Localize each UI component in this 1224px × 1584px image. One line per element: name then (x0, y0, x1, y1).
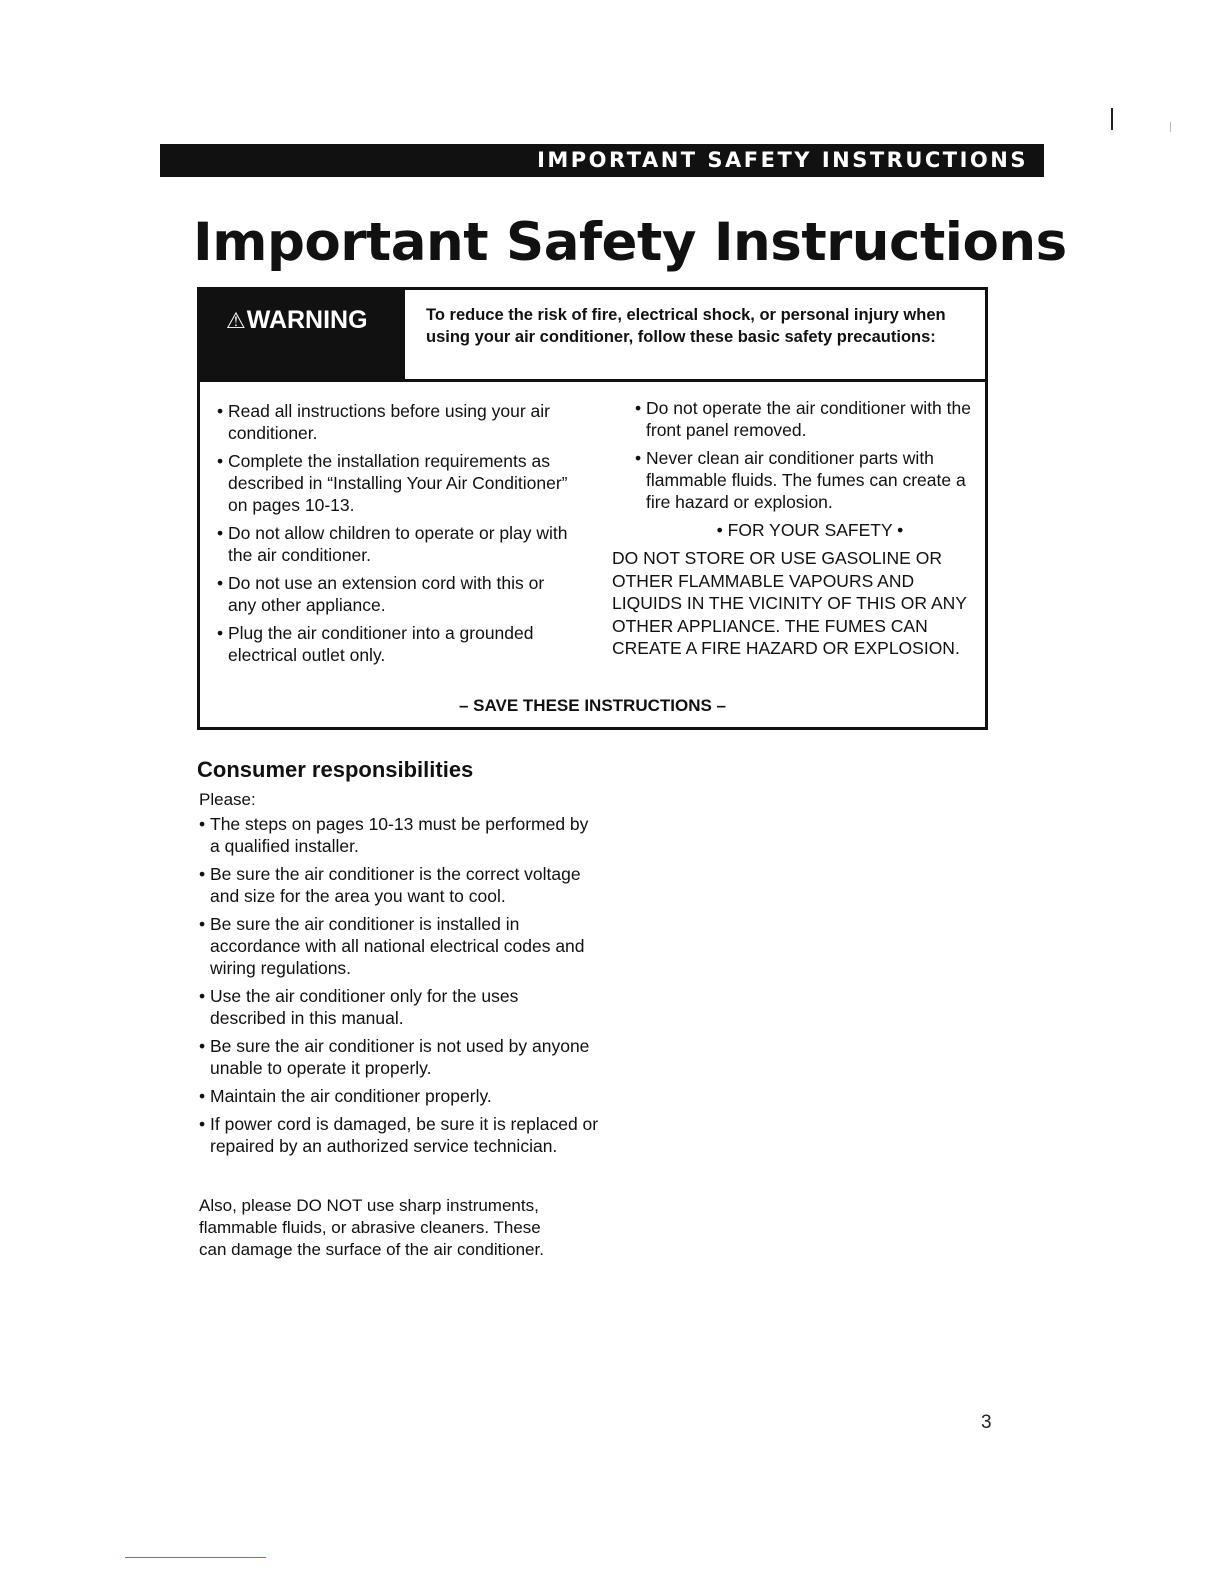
list-item: • Complete the installation requirements as described in “Installing Your Air Conditioner” on pages 10-13. (217, 450, 572, 516)
crop-mark (1111, 108, 1113, 130)
section-banner (160, 144, 1044, 177)
list-item: • Use the air conditioner only for the uses described in this manual. (199, 985, 599, 1029)
warning-badge (200, 290, 405, 382)
safety-text: DO NOT STORE OR USE GASOLINE OR OTHER FLAMMABLE VAPOURS AND LIQUIDS IN THE VICINITY OF THIS OR ANY OTHER APPLIANCE. THE FUMES CAN CREATE A FIRE HAZARD OR EXPLOSION. (612, 548, 967, 658)
warning-divider (200, 379, 985, 382)
save-instructions: – SAVE THESE INSTRUCTIONS – (458, 696, 726, 715)
consumer-list (199, 813, 599, 1163)
warning-label (226, 306, 368, 335)
list-item: • Do not operate the air conditioner with the front panel removed. (635, 397, 985, 441)
list-item: • Read all instructions before using your air conditioner. (217, 400, 572, 444)
footer-rule (125, 1557, 266, 1558)
list-item: • If power cord is damaged, be sure it is replaced or repaired by an authorized service technician. (199, 1113, 599, 1157)
warning-left-column (217, 400, 572, 672)
warning-triangle-icon: ⚠ (226, 308, 246, 333)
page-title: Important Safety Instructions (193, 212, 1067, 273)
warning-left-list (217, 400, 572, 666)
banner-text: IMPORTANT SAFETY INSTRUCTIONS (537, 148, 1028, 172)
list-item: • The steps on pages 10-13 must be performed by a qualified installer. (199, 813, 599, 857)
page-number: 3 (981, 1412, 992, 1433)
list-item: • Do not allow children to operate or play with the air conditioner. (217, 522, 572, 566)
warning-right-column (612, 397, 985, 660)
warning-label-text: WARNING (246, 306, 368, 334)
list-item: • Be sure the air conditioner is installed in accordance with all national electrical codes and wiring regulations. (199, 913, 599, 979)
warning-intro: To reduce the risk of fire, electrical shock, or personal injury when using your air conditioner, follow these basic safety precautions: (426, 306, 946, 346)
consumer-heading: Consumer responsibilities (197, 757, 474, 782)
list-item: • Never clean air conditioner parts with flammable fluids. The fumes can create a fire hazard or explosion. (635, 447, 985, 513)
crop-mark (1170, 122, 1171, 132)
list-item: • Do not use an extension cord with this or any other appliance. (217, 572, 572, 616)
list-item: • Maintain the air conditioner properly. (199, 1085, 599, 1107)
warning-right-list (635, 397, 985, 513)
list-item: • Plug the air conditioner into a grounded electrical outlet only. (217, 622, 572, 666)
list-item: • Be sure the air conditioner is not used by anyone unable to operate it properly. (199, 1035, 599, 1079)
consumer-note: Also, please DO NOT use sharp instruments, flammable fluids, or abrasive cleaners. These can damage the surface of the air conditioner. (199, 1196, 544, 1259)
safety-heading: • FOR YOUR SAFETY • (716, 520, 904, 540)
consumer-intro: Please: (199, 790, 256, 809)
list-item: • Be sure the air conditioner is the correct voltage and size for the area you want to cool. (199, 863, 599, 907)
warning-box (197, 287, 988, 730)
